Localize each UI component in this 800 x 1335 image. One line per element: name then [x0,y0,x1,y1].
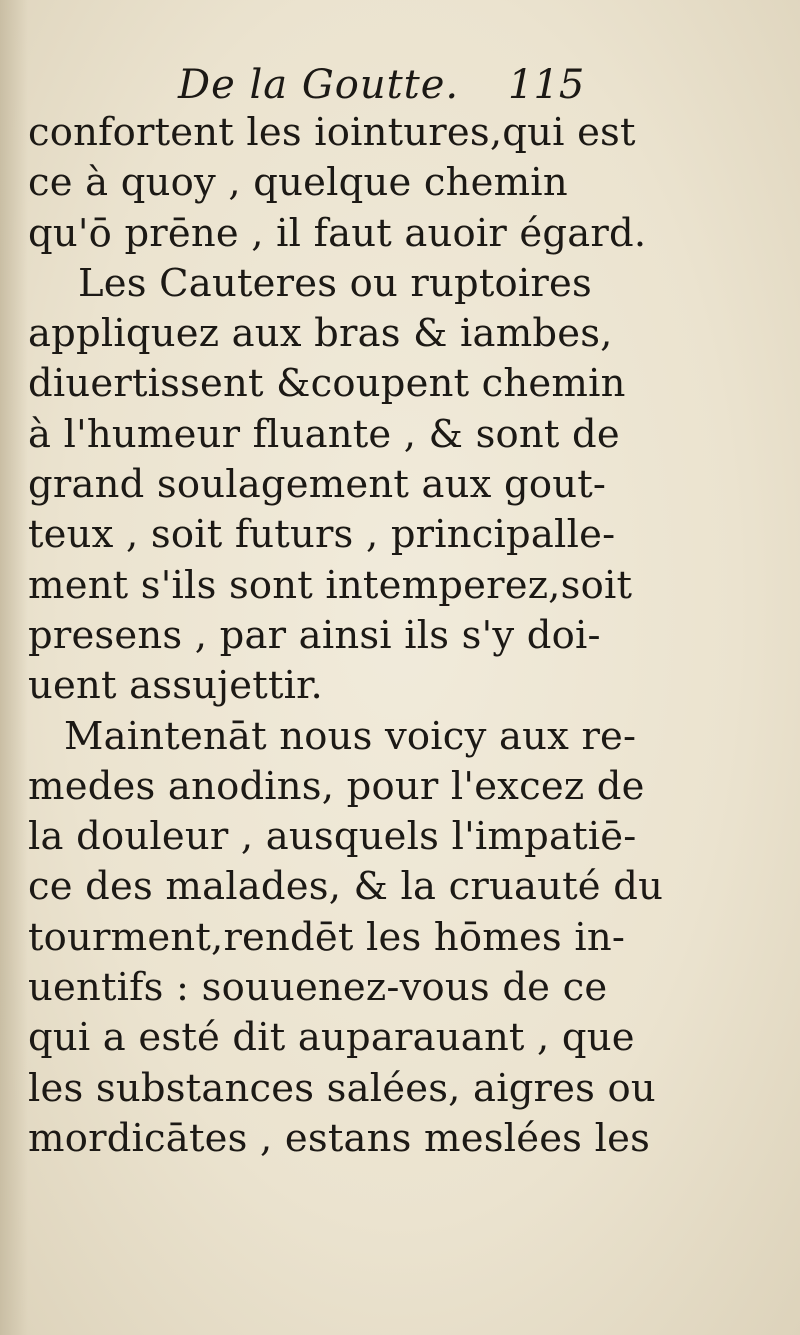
text-line: à l'humeur fluante , & sont de [28,411,620,457]
text-line: ment s'ils sont intemperez,soit [28,562,633,608]
text-line: appliquez aux bras & iambes, [28,311,613,357]
text-line: les substances salées, aigres ou [28,1065,656,1111]
text-line: grand soulagement aux gout- [28,462,607,508]
text-line: qui a esté dit auparauant , que [28,1015,635,1061]
text-line: confortent les iointures,qui est [28,110,636,155]
paragraph-start-line: Les Cauteres ou ruptoires [78,260,592,306]
text-line: uentifs : souuenez-vous de ce [28,965,608,1011]
text-line: medes anodins, pour l'excez de [28,763,645,809]
text-line: mordicātes , estans meslées les [28,1115,651,1161]
body-text [28,108,664,1164]
text-line: teux , soit futurs , principalle- [28,512,616,558]
running-title: De la Goutte. [178,62,460,108]
text-line: la douleur , ausquels l'impatiē- [28,814,637,860]
text-line: ce des malades, & la cruauté du [28,864,664,910]
text-line: qu'ō prēne , il faut auoir égard. [28,210,647,256]
gutter-shadow [0,0,28,1335]
page-number: 115 [508,62,585,108]
text-line: presens , par ainsi ils s'y doi- [28,612,601,658]
text-line: tourment,rendēt les hōmes in- [28,914,626,960]
text-line: diuertissent &coupent chemin [28,361,626,407]
text-line: uent assujettir. [28,663,323,709]
text-line: ce à quoy , quelque chemin [28,160,568,206]
page-header [0,62,800,112]
paragraph-start-line: Maintenāt nous voicy aux re- [64,713,637,759]
